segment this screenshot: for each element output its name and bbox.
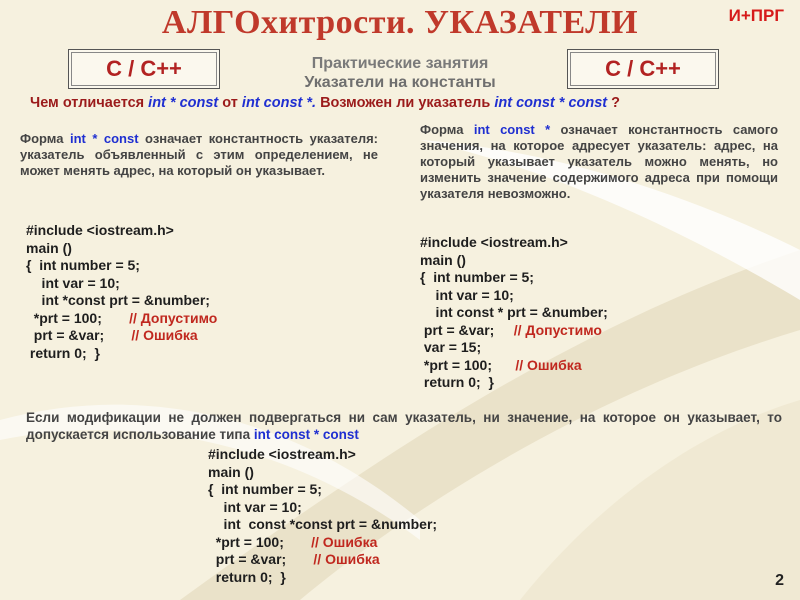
code-line: #include <iostream.h> [208,446,356,462]
code-line [420,357,608,375]
code-line: int const * prt = &number; [420,304,608,320]
question-text-2: от [218,95,242,111]
language-label-left [68,49,220,89]
code-line [26,310,217,328]
language-label-right [567,49,719,89]
bottom-explanation-keyword: int const * const [253,427,359,442]
corner-badge: И+ПРГ [728,6,784,25]
question-keyword-3: int const * const [494,95,608,111]
code-statement: *prt = 100; [26,309,130,326]
left-explanation-text-1: Форма [20,131,70,146]
code-comment: // Ошибка [131,327,198,343]
question-keyword-2: int const *. [241,95,317,111]
code-line [208,551,437,569]
code-line: main () [26,239,72,256]
left-explanation [20,131,378,179]
code-statement: prt = &var; [26,327,132,343]
code-line: { int number = 5; [208,481,322,497]
language-label-right-text: C / C++ [605,56,681,81]
slide-title: АЛГОхитрости. УКАЗАТЕЛИ [161,4,639,41]
bottom-explanation-text: Если модификации не должен подвергаться ни сам указатель, ни значение, на которое он указывает, то допускается использование типа [26,410,782,442]
right-explanation-text-1: Форма [420,122,474,137]
code-line: int var = 10; [420,286,514,303]
code-line [208,534,437,552]
question-line [30,95,790,111]
code-comment: // Ошибка [311,533,378,550]
subtitle-topic: Указатели на константы [304,74,496,91]
bottom-explanation [26,409,782,443]
right-explanation [420,122,778,202]
left-code-block [26,222,217,362]
code-comment: // Ошибка [515,356,582,373]
code-line: { int number = 5; [420,269,534,285]
code-line [420,322,608,340]
code-statement: prt = &var; [208,551,314,567]
question-text-3: Возможен ли указатель [316,95,495,111]
code-line: var = 15; [420,339,482,355]
left-explanation-keyword: int * const [69,131,146,146]
page-number: 2 [775,572,784,589]
right-explanation-keyword: int const * [473,122,561,137]
code-statement: *prt = 100; [420,356,516,373]
language-label-left-text: C / C++ [106,56,182,81]
code-line: return 0; } [208,568,286,585]
code-line: return 0; } [26,344,100,361]
left-explanation-text-2: означает константность указателя: указатель объявленный с этим определением, не может менять адрес, на который он указывает. [20,131,379,178]
code-statement: *prt = 100; [208,533,312,550]
code-comment: // Допустимо [129,309,218,326]
bottom-code-block [208,446,437,586]
subtitle-practice: Практические занятия [311,55,489,72]
code-line: int const *const prt = &number; [208,516,438,532]
code-line: int *const prt = &number; [26,292,210,308]
code-line: return 0; } [420,374,494,390]
right-code-block [420,234,608,392]
code-line: #include <iostream.h> [26,222,174,238]
question-text-1: Чем отличается [30,95,149,111]
code-line: main () [420,251,466,268]
code-statement: prt = &var; [420,321,514,338]
code-line: main () [208,463,254,480]
code-line: #include <iostream.h> [420,234,568,250]
code-line: int var = 10; [208,498,302,515]
code-line: int var = 10; [26,274,120,291]
right-explanation-text-2: означает константность самого значения, на которое адресует указатель: адрес, на который указывает указатель можно менять, но изменить значение содержимого адреса при помощи указателя невозможно. [420,122,779,201]
question-text-4: ? [607,95,621,111]
code-comment: // Ошибка [313,551,380,567]
code-line: { int number = 5; [26,257,140,273]
code-comment: // Допустимо [513,321,602,338]
code-line [26,327,217,345]
question-keyword-1: int * const [148,95,219,111]
